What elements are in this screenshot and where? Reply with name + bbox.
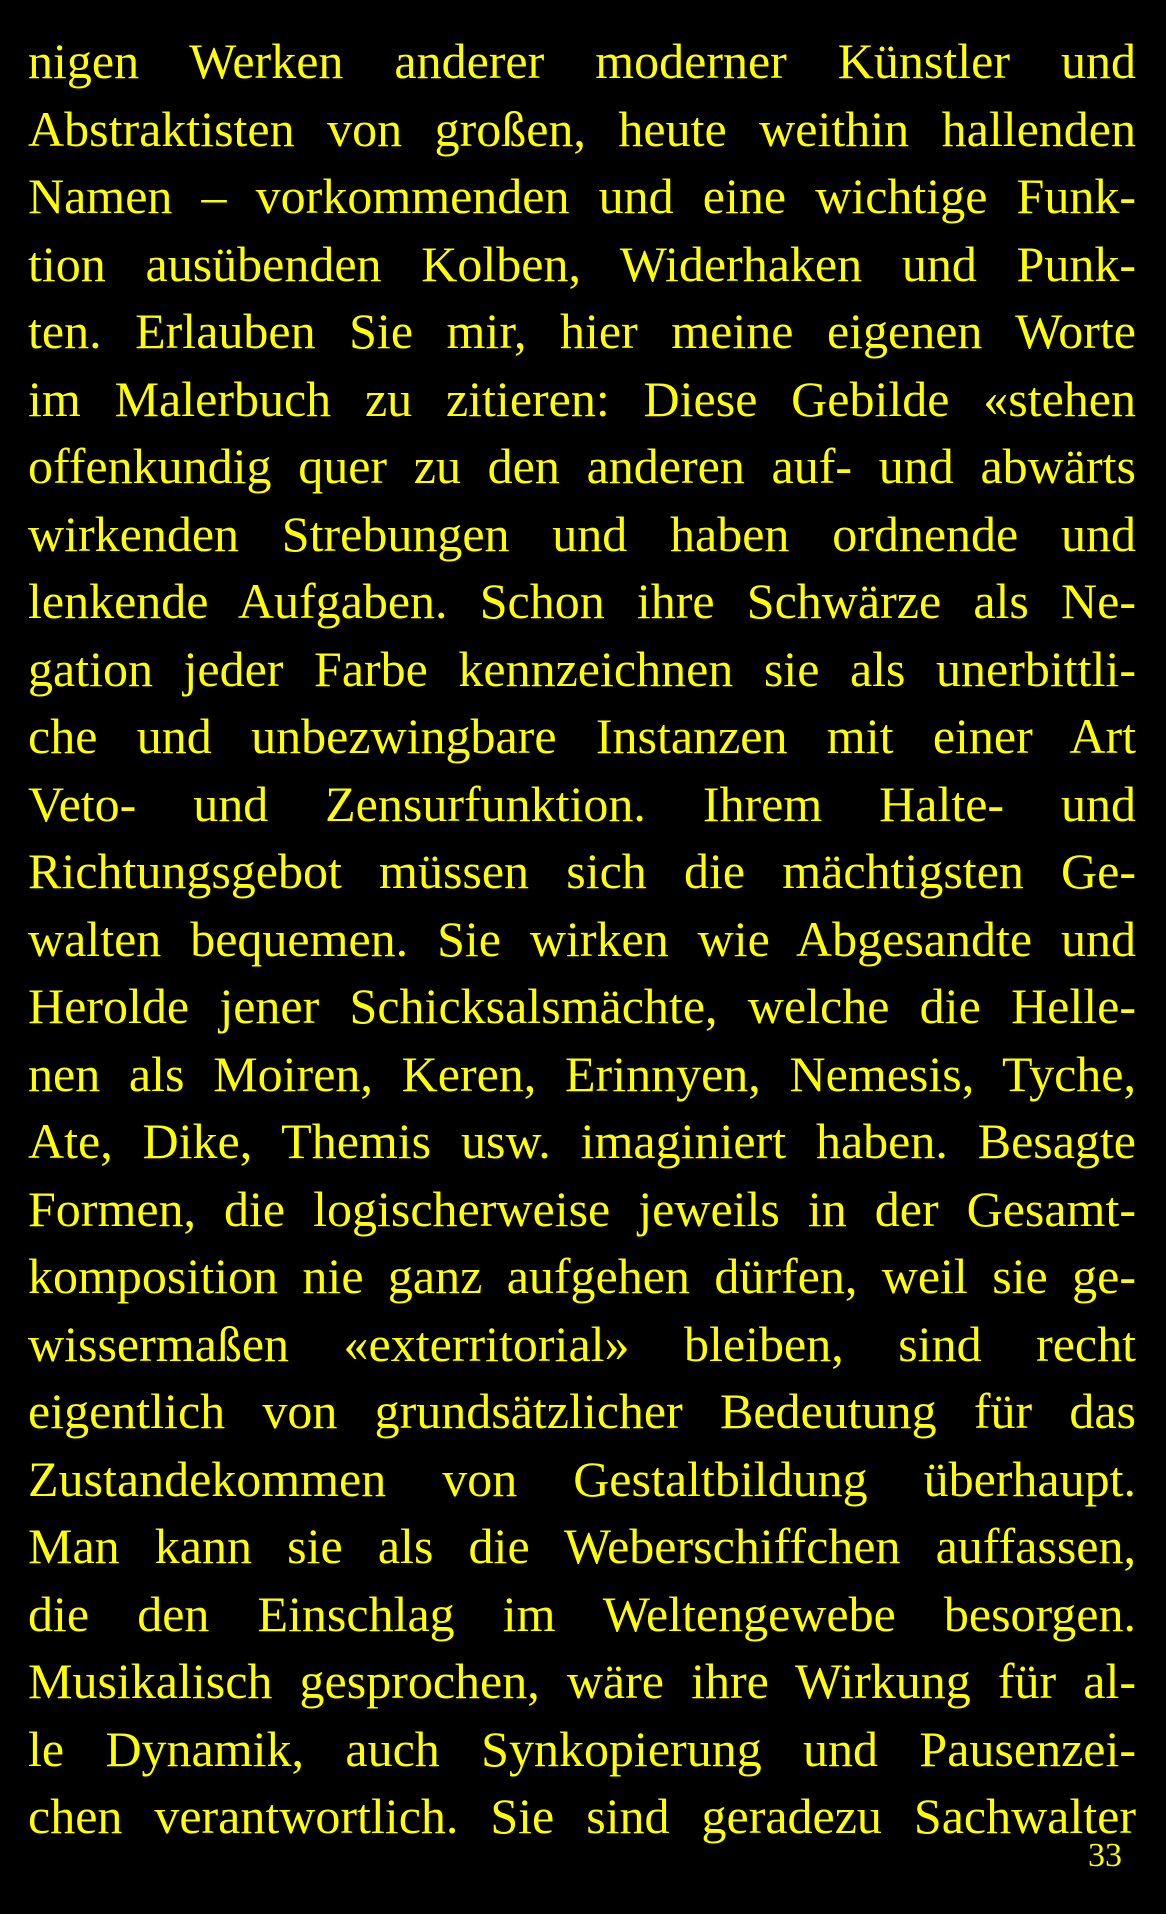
text-line: Zustandekommen von Gestaltbildung überhaupt.	[28, 1450, 1136, 1507]
text-line: Veto- und Zensurfunktion. Ihrem Halte- und	[28, 775, 1136, 832]
text-line: im Malerbuch zu zitieren: Diese Gebilde «stehen	[28, 370, 1136, 427]
text-line: nigen Werken anderer moderner Künstler und	[28, 33, 1136, 89]
text-line: komposition nie ganz aufgehen dürfen, weil sie ge-	[28, 1248, 1136, 1304]
text-line: eigentlich von grundsätzlicher Bedeutung für das	[28, 1383, 1136, 1439]
text-line: Herolde jener Schicksalsmächte, welche die Helle-	[28, 978, 1136, 1034]
text-line: die den Einschlag im Weltengewebe besorgen.	[28, 1585, 1136, 1642]
text-line: che und unbezwingbare Instanzen mit einer Art	[28, 708, 1136, 764]
text-line: Abstraktisten von großen, heute weithin hallenden	[28, 100, 1136, 157]
text-line: wissermaßen «exterritorial» bleiben, sind recht	[28, 1315, 1136, 1372]
text-line: ten. Erlauben Sie mir, hier meine eigenen Worte	[28, 303, 1136, 359]
text-line: Richtungsgebot müssen sich die mächtigsten Ge-	[28, 843, 1136, 899]
text-line: nen als Moiren, Keren, Erinnyen, Nemesis, Tyche,	[28, 1045, 1136, 1102]
text-line: lenkende Aufgaben. Schon ihre Schwärze als Ne-	[28, 573, 1136, 629]
text-line: le Dynamik, auch Synkopierung und Pausenzei-	[28, 1720, 1136, 1777]
text-line: chen verantwortlich. Sie sind geradezu Sachwalter	[28, 1788, 1136, 1844]
text-line: gation jeder Farbe kennzeichnen sie als unerbittli-	[28, 640, 1136, 697]
text-line: wirkenden Strebungen und haben ordnende und	[28, 505, 1136, 562]
text-line: tion ausübenden Kolben, Widerhaken und Punk-	[28, 235, 1136, 292]
text-line: Musikalisch gesprochen, wäre ihre Wirkung für al-	[28, 1653, 1136, 1709]
text-line: Man kann sie als die Weberschiffchen auffassen,	[28, 1518, 1136, 1574]
page-number: 33	[1088, 1837, 1122, 1874]
text-line: Ate, Dike, Themis usw. imaginiert haben. Besagte	[28, 1113, 1136, 1169]
body-text	[28, 28, 1136, 1851]
text-line: walten bequemen. Sie wirken wie Abgesandte und	[28, 910, 1136, 967]
text-line: offenkundig quer zu den anderen auf- und abwärts	[28, 438, 1136, 494]
text-line: Formen, die logischerweise jeweils in der Gesamt-	[28, 1180, 1136, 1237]
text-line: Namen – vorkommenden und eine wichtige Funk-	[28, 168, 1136, 224]
